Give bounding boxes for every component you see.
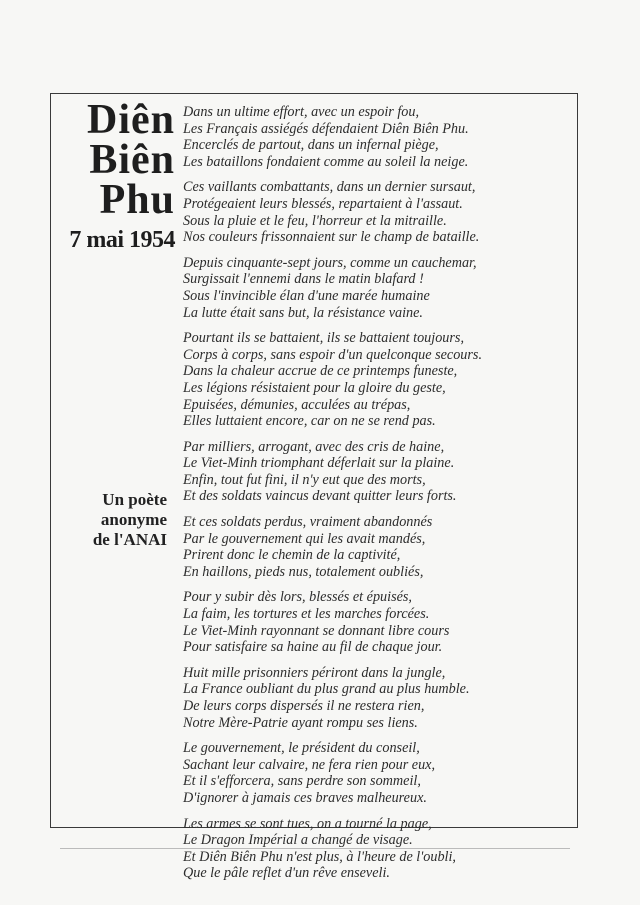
verse: La faim, les tortures et les marches forcées.: [183, 606, 430, 623]
verse: Que le pâle reflet d'un rêve enseveli.: [183, 865, 390, 882]
verse: Protégeaient leurs blessés, repartaient à l'assaut.: [183, 195, 463, 212]
verse: Pour y subir dès lors, blessés et épuisés,: [183, 589, 412, 606]
verse: Sachant leur calvaire, ne fera rien pour eux,: [183, 756, 436, 773]
verse: Encerclés de partout, dans un infernal piège,: [183, 137, 439, 154]
author-credit: [55, 490, 167, 550]
verse: Et des soldats vaincus devant quitter leurs forts.: [183, 488, 457, 505]
author-line-2: anonyme: [100, 510, 167, 529]
verse: Et ces soldats perdus, vraiment abandonnés: [183, 514, 433, 531]
verse: Prirent donc le chemin de la captivité,: [183, 547, 401, 564]
verse: De leurs corps dispersés il ne restera rien,: [183, 698, 425, 714]
verse: Dans la chaleur accrue de ce printemps funeste,: [183, 363, 458, 380]
stanza-8: [183, 665, 573, 731]
verse: Dans un ultime effort, avec un espoir fou,: [183, 104, 420, 120]
stanza-3: [183, 255, 573, 321]
verse: Corps à corps, sans espoir d'un quelconque secours.: [183, 346, 482, 363]
verse: Le Dragon Impérial a changé de visage.: [183, 832, 413, 849]
stanza-1: [183, 104, 573, 170]
verse: Elles luttaient encore, car on ne se rend pas.: [183, 413, 436, 430]
verse: La lutte était sans but, la résistance vaine.: [183, 304, 423, 321]
verse: Et il s'efforcera, sans perdre son sommeil,: [183, 773, 421, 790]
title-line-3: Phu: [99, 177, 175, 223]
author-line-3: de l'ANAI: [92, 530, 167, 549]
verse: Enfin, tout fut fini, il n'y eut que des morts,: [183, 471, 426, 488]
verse: Sous la pluie et le feu, l'horreur et la mitraille.: [183, 212, 447, 229]
verse: En haillons, pieds nus, totalement oubliés,: [183, 563, 424, 580]
title-line-2: Biên: [89, 137, 175, 183]
title-block: [55, 97, 175, 254]
verse: Epuisées, démunies, acculées au trépas,: [183, 396, 411, 413]
poem-body: [183, 104, 573, 891]
verse: Surgissait l'ennemi dans le matin blafard !: [183, 271, 424, 288]
verse: D'ignorer à jamais ces braves malheureux.: [183, 789, 427, 806]
verse: Pour satisfaire sa haine au fil de chaque jour.: [183, 639, 443, 656]
divider: [60, 848, 570, 849]
verse: Pourtant ils se battaient, ils se battaient toujours,: [183, 330, 464, 347]
verse: Ces vaillants combattants, dans un dernier sursaut,: [183, 179, 476, 196]
stanza-9: [183, 740, 573, 806]
verse: Depuis cinquante-sept jours, comme un cauchemar,: [183, 254, 477, 271]
stanza-4: [183, 330, 573, 430]
verse: Nos couleurs frissonnaient sur le champ de bataille.: [183, 229, 480, 246]
verse: Huit mille prisonniers périront dans la jungle,: [183, 664, 446, 681]
verse: Le gouvernement, le président du conseil,: [183, 740, 420, 757]
author-line-1: Un poète: [102, 490, 167, 509]
stanza-7: [183, 589, 573, 655]
verse: Les armes se sont tues, on a tourné la page,: [183, 815, 432, 832]
verse: Notre Mère-Patrie ayant rompu ses liens.: [183, 714, 418, 731]
verse: La France oubliant du plus grand au plus humble.: [183, 681, 470, 698]
verse: Par milliers, arrogant, avec des cris de haine,: [183, 438, 445, 455]
stanza-5: [183, 439, 573, 505]
verse: Les bataillons fondaient comme au soleil la neige.: [183, 153, 469, 170]
title-line-1: Diên: [87, 97, 175, 143]
stanza-6: [183, 514, 573, 580]
verse: Les légions résistaient pour la gloire du geste,: [183, 379, 446, 396]
verse: Par le gouvernement qui les avait mandés,: [183, 530, 426, 547]
poem-date: 7 mai 1954: [69, 227, 175, 253]
verse: Sous l'invincible élan d'une marée humaine: [183, 287, 430, 304]
verse: Le Viet-Minh rayonnant se donnant libre cours: [183, 622, 450, 639]
stanza-2: [183, 179, 573, 245]
verse: Et Diên Biên Phu n'est plus, à l'heure de l'oubli,: [183, 848, 456, 865]
verse: Le Viet-Minh triomphant déferlait sur la plaine.: [183, 455, 455, 472]
verse: Les Français assiégés défendaient Diên Biên Phu.: [183, 120, 469, 137]
